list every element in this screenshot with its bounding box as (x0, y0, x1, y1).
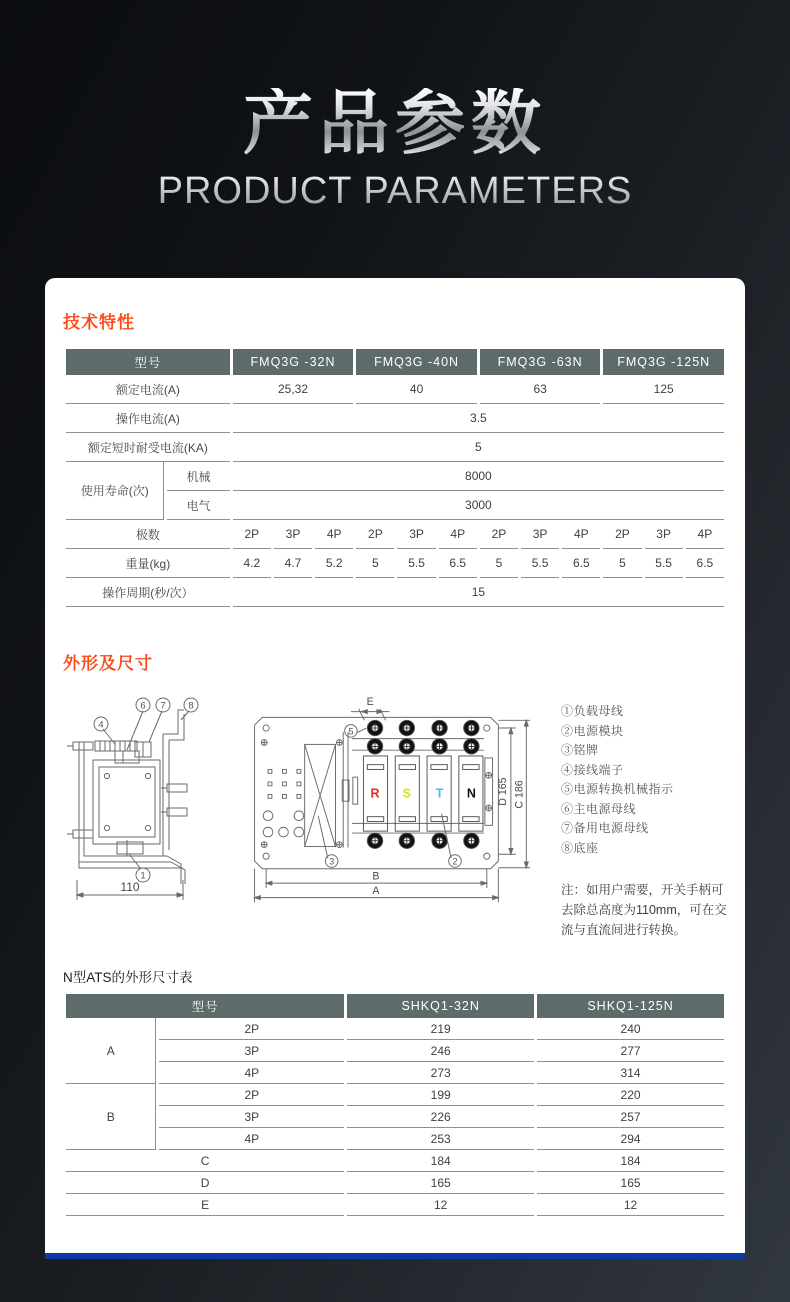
table-cell: 219 (347, 1018, 534, 1040)
table-row (66, 1194, 724, 1216)
legend-item-3: ③铭牌 (561, 743, 599, 757)
table-header-row (66, 994, 724, 1018)
row-label: A (66, 1018, 156, 1084)
table-row (66, 433, 724, 462)
table-cell: 4P (686, 520, 724, 549)
table-cell: 25,32 (233, 375, 354, 404)
row-label: D (66, 1172, 344, 1194)
table-row (66, 1150, 724, 1172)
table-row (66, 1128, 724, 1150)
row-label: 重量(kg) (66, 549, 230, 578)
table-cell: 5.5 (397, 549, 435, 578)
table-cell: 3P (645, 520, 683, 549)
table-cell: 5 (480, 549, 518, 578)
phase-label-n: N (466, 786, 476, 801)
callout-3: 3 (329, 856, 335, 867)
table-cell: 4.2 (233, 549, 271, 578)
table-cell: 220 (537, 1084, 724, 1106)
row-label: 极数 (66, 520, 230, 549)
table-cell: 226 (347, 1106, 534, 1128)
table-cell: 314 (537, 1062, 724, 1084)
legend-item-7: ⑦备用电源母线 (561, 821, 649, 835)
table-cell: 184 (537, 1150, 724, 1172)
table-cell: 4.7 (274, 549, 312, 578)
table-cell: 125 (603, 375, 724, 404)
header-cell-shkq1-32n: SHKQ1-32N (347, 994, 534, 1018)
table-row (66, 1106, 724, 1128)
table-cell: 257 (537, 1106, 724, 1128)
table-cell: 5 (233, 433, 724, 462)
table-cell: 3P (159, 1040, 344, 1062)
table-cell: 2P (159, 1084, 344, 1106)
table-cell: 4P (439, 520, 477, 549)
table-cell: 6.5 (686, 549, 724, 578)
header-cell-125n: FMQ3G -125N (603, 349, 724, 375)
phase-label-t: T (435, 786, 444, 801)
table-cell: 2P (356, 520, 394, 549)
bottom-accent-bar (45, 1253, 745, 1259)
callout-7: 7 (160, 700, 166, 712)
table-row (66, 1172, 724, 1194)
section-title-tech: 技术特性 (63, 313, 135, 332)
table-row (66, 404, 724, 433)
row-label: 操作周期(秒/次） (66, 578, 230, 607)
side-view-drawing (63, 684, 243, 924)
row-label: 额定电流(A) (66, 375, 230, 404)
row-label: C (66, 1150, 344, 1172)
dim-b-label: B (372, 870, 380, 883)
header-cell-63n: FMQ3G -63N (480, 349, 601, 375)
table-cell: 165 (537, 1172, 724, 1194)
header-cell-40n: FMQ3G -40N (356, 349, 477, 375)
table-cell: 2P (603, 520, 641, 549)
drawing-note: 注：如用户需要，开关手柄可去除总高度为110mm，可在交流与直流间进行转换。 (561, 883, 727, 937)
row-sublabel: 机械 (167, 462, 229, 491)
table-cell: 184 (347, 1150, 534, 1172)
legend-item-4: ④接线端子 (561, 762, 624, 777)
phase-label-s: S (402, 786, 411, 801)
page-title-en: PRODUCT PARAMETERS (0, 172, 790, 212)
table-cell: 2P (233, 520, 271, 549)
table-cell: 6.5 (439, 549, 477, 578)
table-cell: 12 (537, 1194, 724, 1216)
dim-table-title: N型ATS的外形尺寸表 (63, 970, 193, 985)
table-cell: 277 (537, 1040, 724, 1062)
table-cell: 5.2 (315, 549, 353, 578)
table-cell: 8000 (233, 462, 724, 491)
dim-e-label: E (366, 695, 374, 708)
table-cell: 4P (159, 1062, 344, 1084)
table-cell: 3P (521, 520, 559, 549)
dim-a-label: A (372, 884, 380, 897)
table-cell: 240 (537, 1018, 724, 1040)
tech-spec-table (63, 349, 727, 607)
row-label: 额定短时耐受电流(KA) (66, 433, 230, 462)
table-cell: 63 (480, 375, 601, 404)
dim-110-label: 110 (120, 880, 140, 894)
callout-2: 2 (452, 856, 458, 867)
phase-label-r: R (370, 786, 380, 801)
hero-header (0, 0, 790, 212)
table-cell: 4P (159, 1128, 344, 1150)
table-cell: 6.5 (562, 549, 600, 578)
table-cell: 2P (480, 520, 518, 549)
table-row (66, 1040, 724, 1062)
row-label: 操作电流(A) (66, 404, 230, 433)
table-row (66, 375, 724, 404)
table-cell: 246 (347, 1040, 534, 1062)
callout-4: 4 (98, 719, 104, 731)
table-header-row (66, 349, 724, 375)
header-cell-32n: FMQ3G -32N (233, 349, 354, 375)
top-view-drawing (243, 684, 561, 932)
table-row (66, 1062, 724, 1084)
table-cell: 253 (347, 1128, 534, 1150)
table-cell: 5.5 (645, 549, 683, 578)
table-row (66, 578, 724, 607)
table-cell: 15 (233, 578, 724, 607)
table-row (66, 462, 724, 491)
callout-5: 5 (348, 726, 354, 737)
legend-item-8: ⑧底座 (561, 840, 599, 855)
row-label: E (66, 1194, 344, 1216)
page-title-cn: 产品参数 (243, 84, 547, 162)
header-cell-shkq1-125n: SHKQ1-125N (537, 994, 724, 1018)
callout-8: 8 (188, 700, 194, 712)
table-cell: 3P (274, 520, 312, 549)
row-sublabel: 电气 (167, 491, 229, 520)
section-title-dims: 外形及尺寸 (63, 654, 153, 673)
table-row (66, 549, 724, 578)
dim-c-label: C 186 (513, 780, 526, 809)
table-cell: 273 (347, 1062, 534, 1084)
callout-6: 6 (140, 700, 146, 712)
table-row (66, 1018, 724, 1040)
legend-item-6: ⑥主电源母线 (561, 801, 637, 816)
header-cell-model: 型号 (66, 349, 230, 375)
header-cell-model: 型号 (66, 994, 344, 1018)
table-cell: 5 (356, 549, 394, 578)
table-cell: 3000 (233, 491, 724, 520)
row-label: B (66, 1084, 156, 1150)
table-cell: 3.5 (233, 404, 724, 433)
callout-1: 1 (140, 870, 146, 882)
table-cell: 3P (397, 520, 435, 549)
table-cell: 3P (159, 1106, 344, 1128)
table-row (66, 520, 724, 549)
table-cell: 5.5 (521, 549, 559, 578)
table-cell: 4P (562, 520, 600, 549)
table-cell: 4P (315, 520, 353, 549)
table-cell: 12 (347, 1194, 534, 1216)
row-label: 使用寿命(次) (66, 462, 164, 520)
table-cell: 2P (159, 1018, 344, 1040)
table-cell: 294 (537, 1128, 724, 1150)
drawing-legend (561, 684, 731, 940)
table-cell: 199 (347, 1084, 534, 1106)
table-cell: 165 (347, 1172, 534, 1194)
table-cell: 5 (603, 549, 641, 578)
legend-item-2: ②电源模块 (561, 723, 624, 738)
legend-item-5: ⑤电源转换机械指示 (561, 782, 674, 796)
table-row (66, 1084, 724, 1106)
content-panel (45, 278, 745, 1259)
dim-d-label: D 165 (497, 777, 510, 806)
table-cell: 40 (356, 375, 477, 404)
dimension-drawings (63, 684, 727, 940)
legend-item-1: ①负载母线 (561, 704, 624, 718)
table-row (66, 491, 724, 520)
dimension-table (63, 994, 727, 1216)
